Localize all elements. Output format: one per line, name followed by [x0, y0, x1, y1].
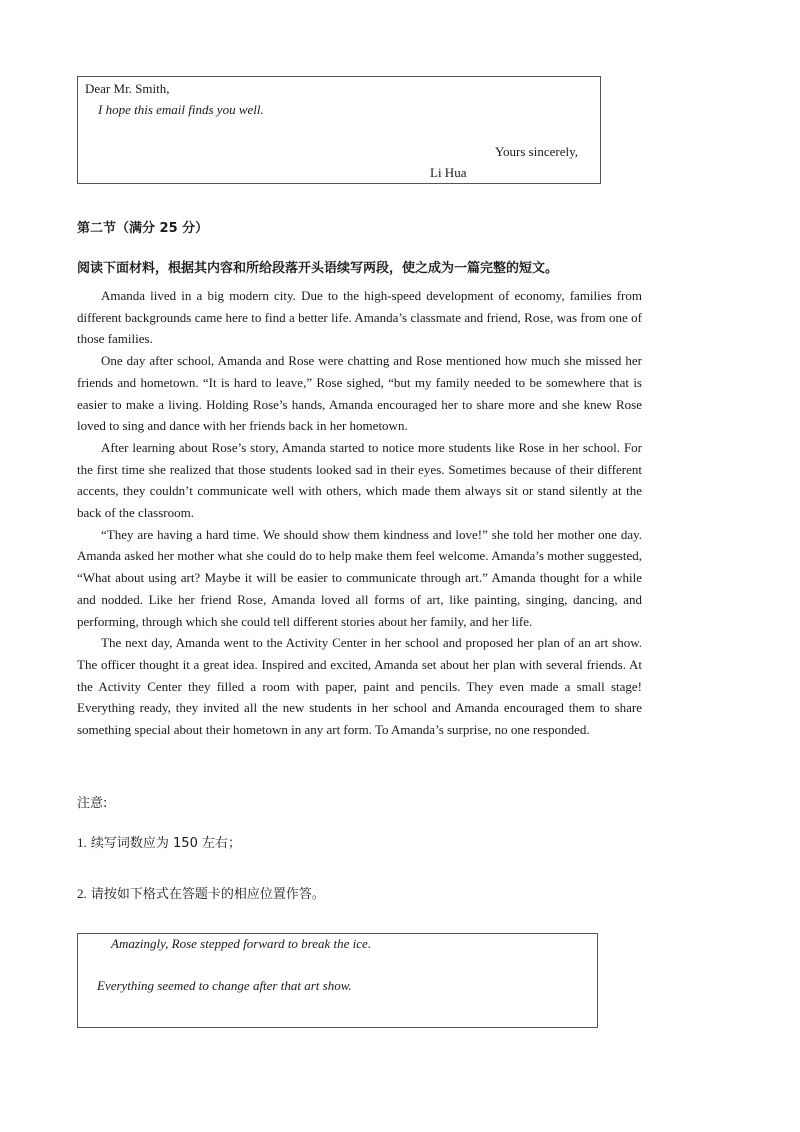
passage-paragraph: “They are having a hard time. We should show them kindness and love!” she told her mother one day. Amanda asked her mother what she could do to help make them feel welcome. Amanda’s mother suggested, “What about using art? Maybe it will be easier to communicate through art.” Amanda thought for a while and nodded. Like her friend Rose, Amanda loved all forms of art, like painting, singing, dancing, and performing, through which she could tell different stories about her family, and her life.	[77, 526, 642, 629]
note-item-2-text: 请按如下格式在答题卡的相应位置作答。	[90, 887, 325, 902]
notes-label: 注意:	[77, 796, 108, 811]
note-item-2	[77, 883, 325, 902]
passage-paragraph: One day after school, Amanda and Rose were chatting and Rose mentioned how much she missed her friends and hometown. “It is hard to leave,” Rose sighed, “but my family needed to be somewhere that is easier to make a living. Holding Rose’s hands, Amanda encouraged her to share more and she knew Rose loved to sing and dance with her friends back in her hometown.	[77, 353, 642, 434]
section-instruction: 阅读下面材料，根据其内容和所给段落开头语续写两段，使之成为一篇完整的短文。	[77, 261, 559, 276]
letter-closing: Yours sincerely,	[494, 144, 578, 159]
answer-format-box	[77, 933, 598, 1028]
note-item-2-number: 2.	[77, 886, 87, 901]
letter-signature: Li Hua	[430, 165, 467, 180]
passage-paragraph: Amanda lived in a big modern city. Due to the high-speed development of economy, families from different backgrounds came here to find a better life. Amanda’s classmate and friend, Rose, was from one of those families.	[77, 288, 642, 347]
continuation-prompt-2: Everything seemed to change after that art show.	[97, 978, 352, 993]
note-item-1-number: 1.	[77, 835, 87, 850]
passage-paragraph: The next day, Amanda went to the Activity Center in her school and proposed her plan of an art show. The officer thought it a great idea. Inspired and excited, Amanda set about her plan with several friends. At the Activity Center they filled a room with paper, paint and pencils. They even made a small stage! Everything ready, they invited all the new students in her school and Amanda encouraged them to share something special about their hometown in any art form. To Amanda’s surprise, no one responded.	[77, 635, 642, 738]
note-item-1-text: 续写词数应为 150 左右；	[90, 836, 241, 851]
passage-paragraph: After learning about Rose’s story, Amanda started to notice more students like Rose in her school. For the first time she realized that those students looked sad in their eyes. Sometimes because of their different accents, they couldn’t communicate well with others, which made them always sit or stand silently at the back of the classroom.	[77, 439, 642, 521]
continuation-prompt-1: Amazingly, Rose stepped forward to break the ice.	[111, 936, 372, 951]
reading-passage	[77, 285, 642, 741]
letter-template-box	[77, 76, 601, 184]
letter-opening: I hope this email finds you well.	[98, 102, 264, 117]
section-title: 第二节（满分 25 分）	[77, 221, 209, 236]
letter-salutation: Dear Mr. Smith,	[85, 81, 170, 96]
note-item-1	[77, 832, 241, 851]
